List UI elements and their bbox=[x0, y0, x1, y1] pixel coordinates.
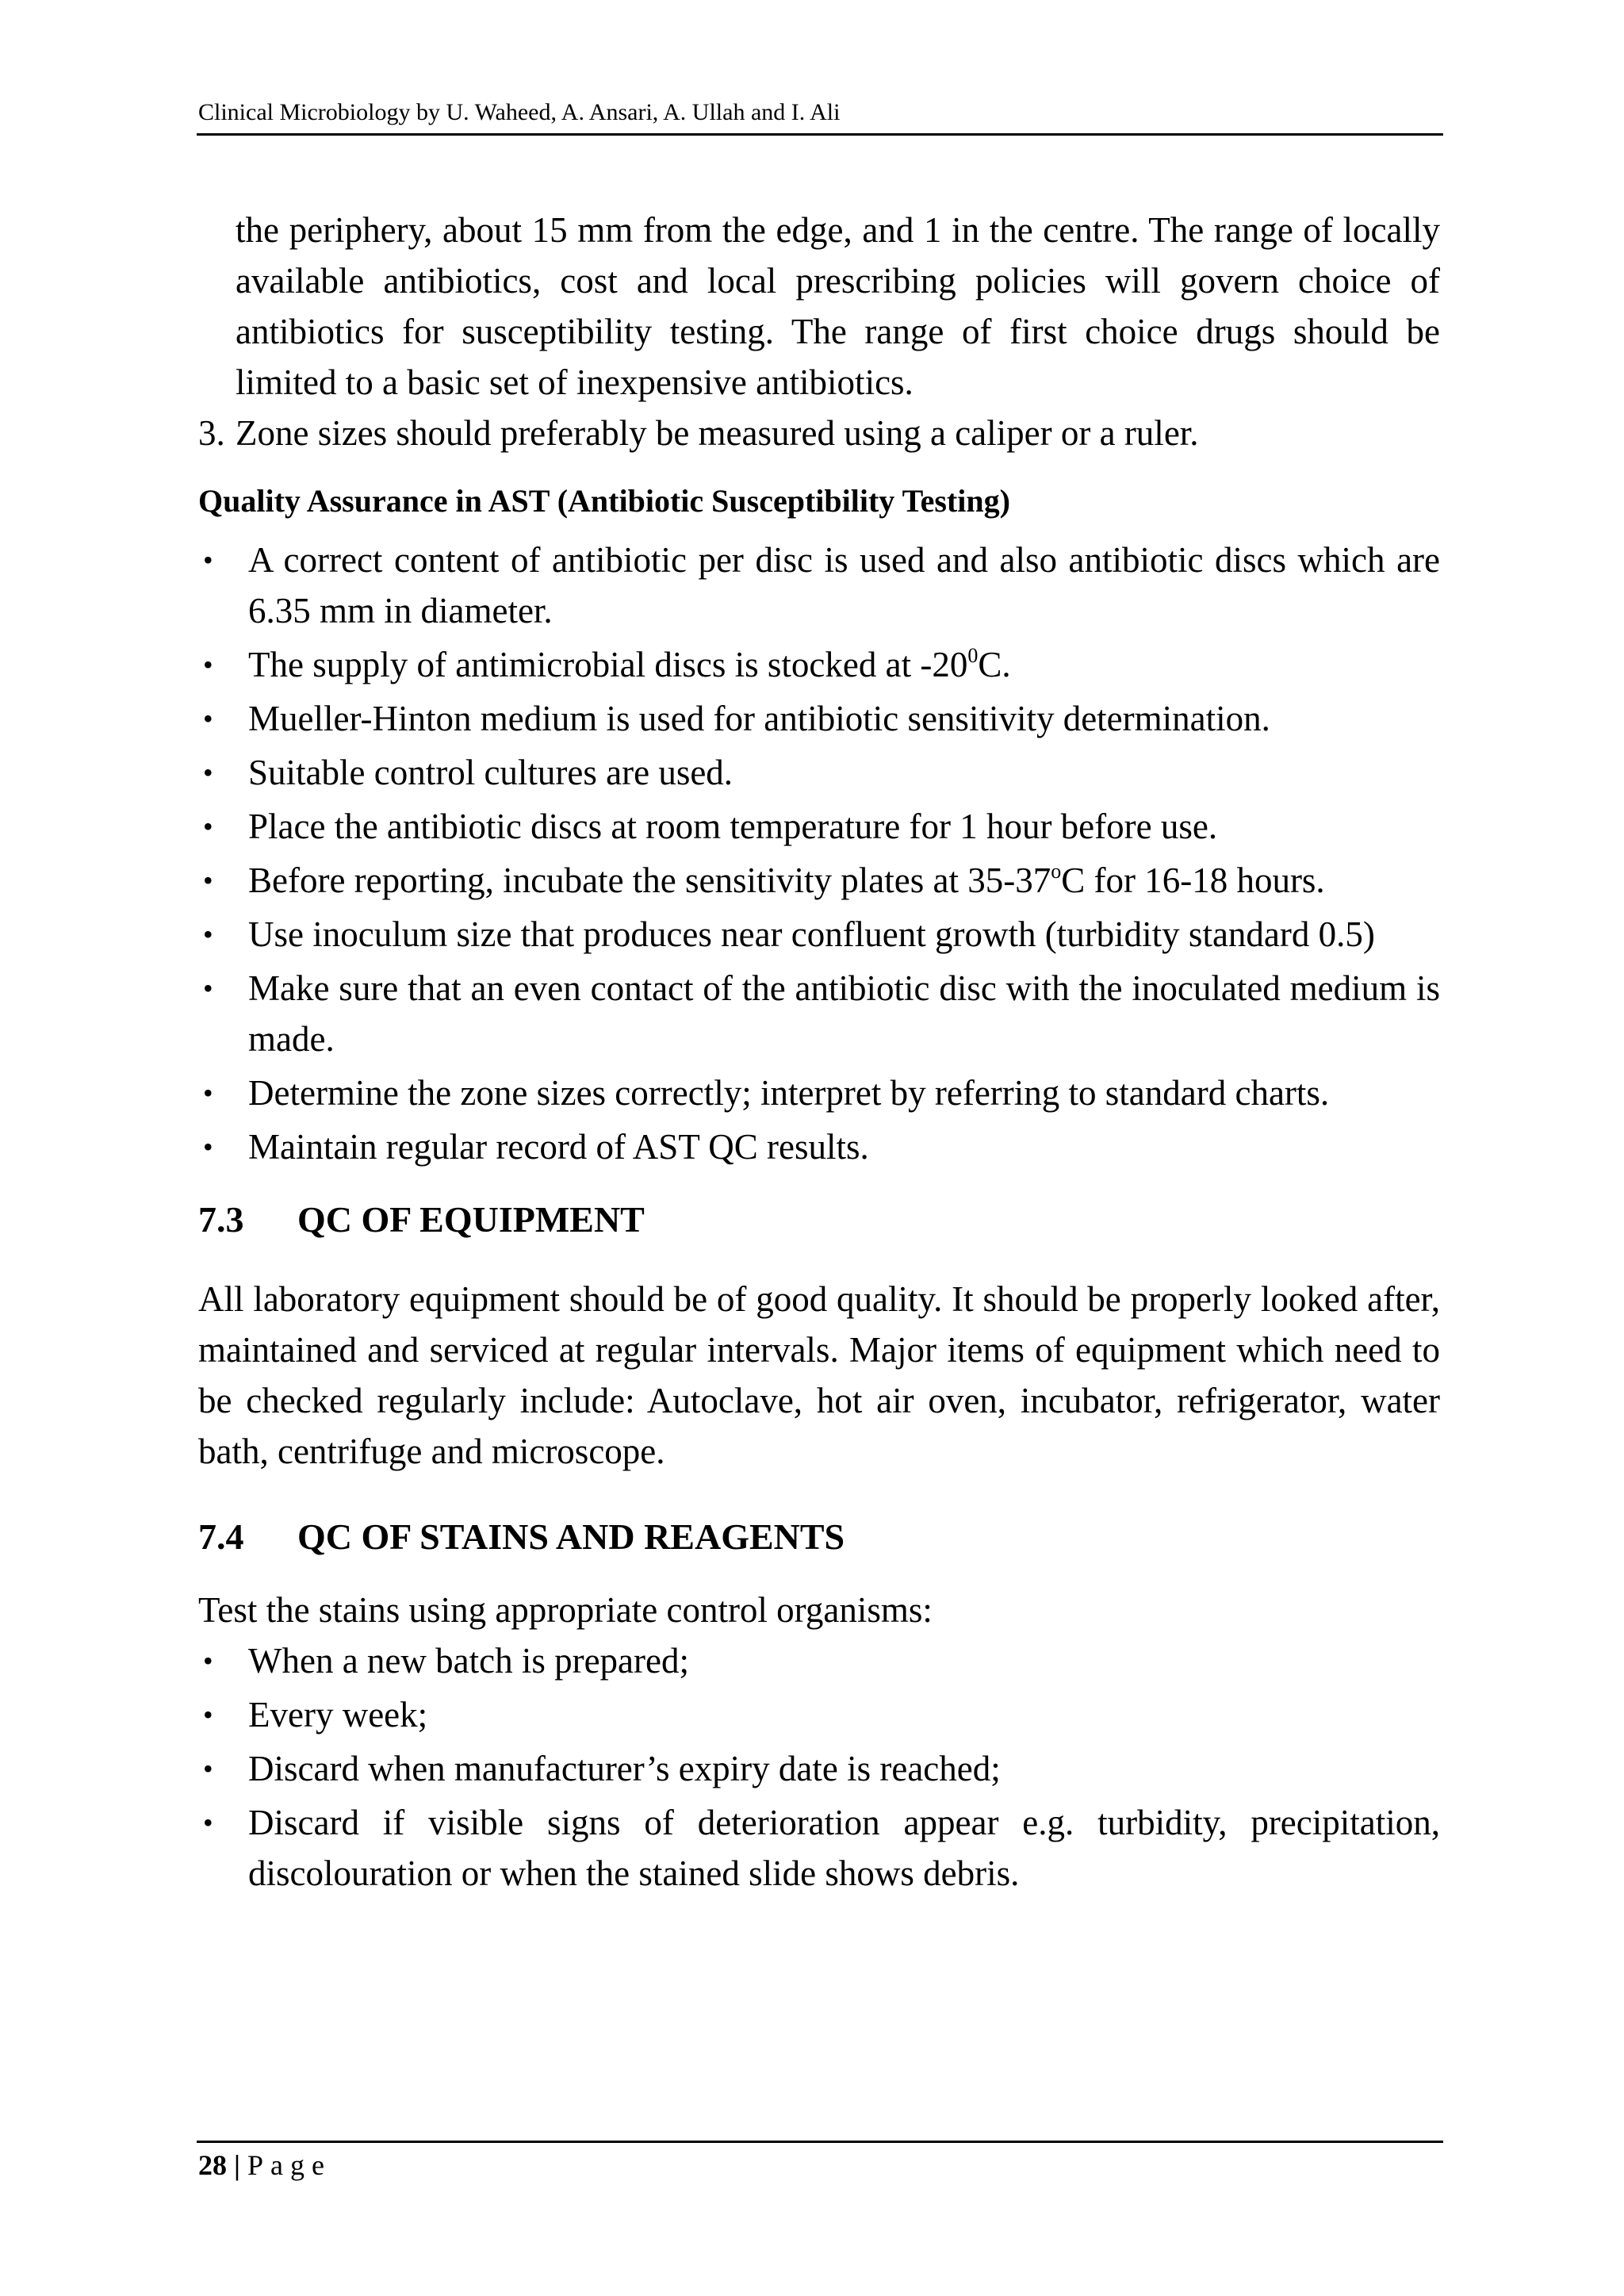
list-item-text: C. bbox=[978, 645, 1011, 684]
list-item-text: Discard if visible signs of deterioration appear e.g. turbidity, precipitation, discolouration or when the stained slide shows debris. bbox=[248, 1803, 1440, 1893]
numbered-item-label: 3. bbox=[198, 413, 225, 453]
bullet-icon: • bbox=[203, 649, 213, 680]
section-heading-7-3 bbox=[198, 1194, 1440, 1245]
superscript: o bbox=[1051, 860, 1062, 883]
equipment-paragraph: All laboratory equipment should be of good quality. It should be properly looked after, maintained and serviced at regular intervals. Major items of equipment which need to be checked regularly include: Autoclave, hot air oven, incubator, refrigerator, water bath, centrifuge and microscope. bbox=[198, 1279, 1440, 1471]
page-body bbox=[198, 205, 1440, 1902]
header-rule bbox=[197, 133, 1443, 136]
bullet-icon: • bbox=[203, 1077, 213, 1109]
list-item-text: C for 16-18 hours. bbox=[1061, 861, 1325, 900]
numbered-item-text: Zone sizes should preferably be measured using a caliper or a ruler. bbox=[236, 413, 1199, 453]
page-label: Page bbox=[247, 2149, 331, 2181]
list-item-text: Place the antibiotic discs at room temperature for 1 hour before use. bbox=[248, 807, 1218, 846]
list-item bbox=[198, 747, 1440, 798]
list-item-text: Use inoculum size that produces near confluent growth (turbidity standard 0.5) bbox=[248, 914, 1375, 954]
list-item-text: A correct content of antibiotic per disc is used and also antibiotic discs which are 6.35 mm in diameter. bbox=[248, 540, 1440, 631]
list-item bbox=[198, 909, 1440, 960]
bullet-icon: • bbox=[203, 1131, 213, 1163]
bullet-icon: • bbox=[203, 918, 213, 950]
superscript: 0 bbox=[967, 644, 979, 667]
list-item bbox=[198, 1743, 1440, 1794]
list-item bbox=[198, 535, 1440, 636]
qa-bullet-list bbox=[198, 535, 1440, 1172]
list-item-text: Discard when manufacturer’s expiry date is reached; bbox=[248, 1749, 1001, 1788]
bullet-icon: • bbox=[203, 1807, 213, 1838]
list-item bbox=[198, 1121, 1440, 1172]
list-item bbox=[198, 963, 1440, 1064]
list-item-text: The supply of antimicrobial discs is stocked at -20 bbox=[248, 645, 968, 684]
list-item-text: Make sure that an even contact of the antibiotic disc with the inoculated medium is made. bbox=[248, 968, 1440, 1059]
list-item-text: Determine the zone sizes correctly; interpret by referring to standard charts. bbox=[248, 1073, 1330, 1113]
numbered-item-3 bbox=[198, 408, 1440, 458]
bullet-icon: • bbox=[203, 1753, 213, 1784]
bullet-icon: • bbox=[203, 757, 213, 788]
qa-subheading: Quality Assurance in AST (Antibiotic Susceptibility Testing) bbox=[198, 483, 1010, 519]
list-item bbox=[198, 855, 1440, 906]
list-item bbox=[198, 801, 1440, 852]
bullet-icon: • bbox=[203, 544, 213, 576]
section-heading-7-4 bbox=[198, 1512, 1440, 1562]
continuation-paragraph: the periphery, about 15 mm from the edge, and 1 in the centre. The range of locally available antibiotics, cost and local prescribing policies will govern choice of antibiotics for susceptibility testing. The range of first choice drugs should be limited to a basic set of inexpensive antibiotics. bbox=[236, 210, 1440, 402]
stains-bullet-list bbox=[198, 1635, 1440, 1899]
page-number: 28 bbox=[198, 2149, 227, 2181]
list-item-text: Suitable control cultures are used. bbox=[248, 753, 733, 792]
bullet-icon: • bbox=[203, 811, 213, 842]
list-item bbox=[198, 1068, 1440, 1118]
section-title: QC OF STAINS AND REAGENTS bbox=[297, 1516, 845, 1557]
list-item-text: Maintain regular record of AST QC results. bbox=[248, 1127, 869, 1167]
bullet-icon: • bbox=[203, 1645, 213, 1677]
list-item-text: Before reporting, incubate the sensitivity plates at 35-37 bbox=[248, 861, 1051, 900]
list-item bbox=[198, 1797, 1440, 1899]
list-item bbox=[198, 1689, 1440, 1740]
section-number: 7.4 bbox=[198, 1516, 244, 1557]
list-item bbox=[198, 1635, 1440, 1686]
list-item bbox=[198, 639, 1440, 690]
bullet-icon: • bbox=[203, 703, 213, 734]
stains-intro: Test the stains using appropriate control organisms: bbox=[198, 1590, 933, 1630]
list-item bbox=[198, 693, 1440, 744]
section-title: QC OF EQUIPMENT bbox=[297, 1199, 645, 1240]
list-item-text: When a new batch is prepared; bbox=[248, 1641, 689, 1681]
bullet-icon: • bbox=[203, 1699, 213, 1731]
page-footer bbox=[198, 2148, 331, 2183]
bullet-icon: • bbox=[203, 972, 213, 1004]
list-item-text: Mueller-Hinton medium is used for antibiotic sensitivity determination. bbox=[248, 699, 1270, 738]
footer-separator: | bbox=[234, 2149, 240, 2181]
section-number: 7.3 bbox=[198, 1199, 244, 1240]
bullet-icon: • bbox=[203, 864, 213, 896]
list-item-text: Every week; bbox=[248, 1695, 428, 1734]
running-header: Clinical Microbiology by U. Waheed, A. Ansari, A. Ullah and I. Ali bbox=[198, 99, 841, 125]
footer-rule bbox=[197, 2141, 1443, 2143]
